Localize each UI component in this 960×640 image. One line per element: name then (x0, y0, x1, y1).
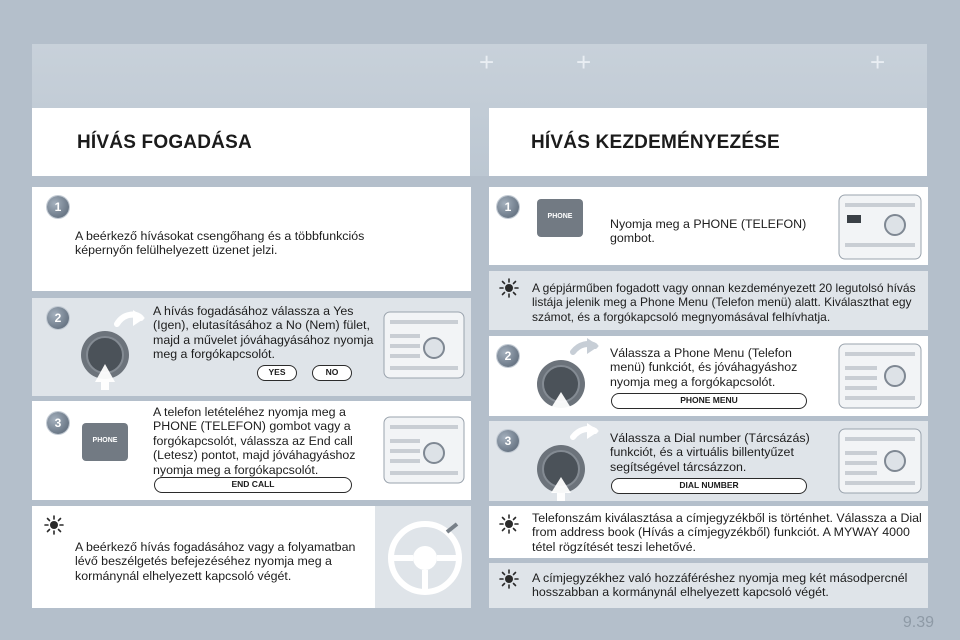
right-step2-text: Válassza a Phone Menu (Telefon menü) funkciót, és jóváhagyáshoz nyomja meg a forgókapcsolót. (610, 346, 798, 389)
left-section-title: HÍVÁS FOGADÁSA (77, 132, 252, 153)
right-tip1-text: A gépjárműben fogadott vagy onnan kezdeményezett 20 legutolsó hívás listája jelenik meg a Phone Menu (Telefon menü) alatt. Kiválaszthat egy számot, és a forgókapcsoló megnyomásával felhívhatja. (532, 281, 916, 324)
plus-decoration: + (479, 47, 495, 77)
step-number-badge: 3 (47, 412, 69, 434)
plus-decoration: + (870, 47, 886, 77)
plus-decoration: + (576, 47, 592, 77)
no-option: NO (312, 365, 352, 381)
phone-key-label: PHONE (547, 213, 573, 220)
radio-console-illustration (837, 342, 923, 410)
tip-sun-icon (499, 569, 519, 589)
right-tip2-panel (489, 506, 928, 558)
left-step1-text: A beérkező hívásokat csengőhang és a többfunkciós képernyőn felülhelyezett üzenet jelzi. (75, 229, 365, 258)
right-tip1-panel (489, 271, 928, 330)
phone-menu-option: PHONE MENU (611, 393, 807, 409)
right-title-tab (489, 108, 927, 176)
dial-number-option: DIAL NUMBER (611, 478, 807, 494)
phone-key-push-icon (80, 421, 130, 489)
phone-key-push-icon (535, 197, 585, 265)
left-step2-panel (32, 298, 471, 396)
step-number-badge: 2 (47, 307, 69, 329)
yes-option: YES (257, 365, 297, 381)
end-call-option: END CALL (154, 477, 352, 493)
radio-console-illustration (837, 193, 923, 261)
right-section-title: HÍVÁS KEZDEMÉNYEZÉSE (531, 132, 780, 153)
tip-sun-icon (499, 514, 519, 534)
right-step2-panel (489, 336, 928, 416)
left-step1-panel (32, 187, 471, 291)
right-tip2-text: Telefonszám kiválasztása a címjegyzékből is történhet. Válassza a Dial from address book (Hívás a címjegyzékből) funkciót. A MYWAY 4000 tétel rögzítését teszi lehetővé. (532, 511, 922, 554)
step-number-badge: 2 (497, 345, 519, 367)
right-step1-text: Nyomja meg a PHONE (TELEFON) gombot. (610, 217, 807, 246)
steering-wheel-illustration (387, 520, 463, 596)
radio-console-illustration (837, 427, 923, 495)
left-tip-panel (32, 506, 471, 608)
left-step2-text: A hívás fogadásához válassza a Yes (Igen), elutasításához a No (Nem) fület, majd a művelet jóváhagyásához nyomja meg a forgókapcsolót. (153, 304, 374, 362)
step-number-badge: 3 (497, 430, 519, 452)
step-number-badge: 1 (497, 196, 519, 218)
right-step1-panel (489, 187, 928, 265)
rotary-knob-push-icon (77, 308, 147, 390)
tip-sun-icon (499, 278, 519, 298)
right-tip3-text: A címjegyzékhez való hozzáféréshez nyomja meg két másodpercnél hosszabban a kormánynál elhelyezett kapcsoló végét. (532, 571, 908, 600)
page-number: 9.39 (902, 614, 934, 631)
left-step3-text: A telefon letételéhez nyomja meg a PHONE (TELEFON) gombot vagy a forgókapcsolót, válassza az End call (Letesz) pontot, majd jóváhagyáshoz nyomja meg a forgókapcsolót. (153, 405, 356, 477)
phone-key-label: PHONE (92, 437, 118, 444)
tip-sun-icon (44, 515, 64, 535)
right-tip3-panel (489, 563, 928, 608)
radio-console-illustration (382, 415, 466, 485)
right-step3-text: Válassza a Dial number (Tárcsázás) funkciót, és a virtuális billentyűzet segítségével tárcsázzon. (610, 431, 810, 474)
left-step3-panel (32, 401, 471, 500)
radio-console-illustration (382, 310, 466, 380)
left-tip-text: A beérkező hívás fogadásához vagy a folyamatban lévő beszélgetés befejezéséhez nyomja meg a kormánynál elhelyezett kapcsoló végét. (75, 540, 356, 583)
left-title-tab (32, 108, 470, 176)
rotary-knob-push-icon (533, 338, 603, 416)
rotary-knob-push-icon (533, 423, 603, 501)
step-number-badge: 1 (47, 196, 69, 218)
right-step3-panel (489, 421, 928, 501)
